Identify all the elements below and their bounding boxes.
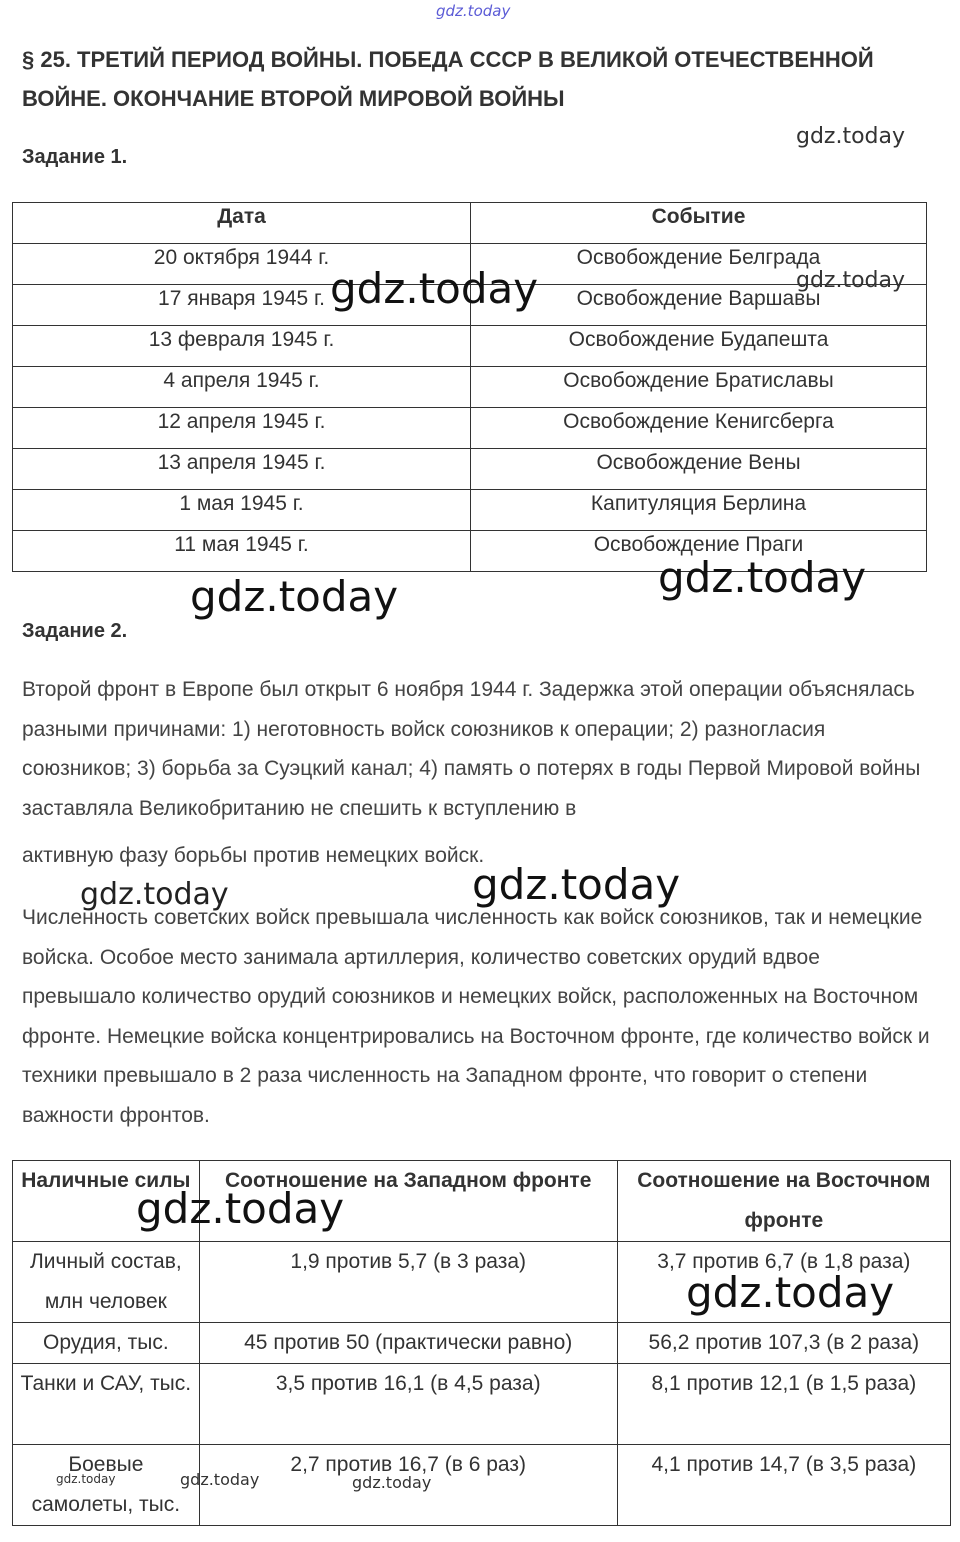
east-cell: 56,2 против 107,3 (в 2 раза) [617, 1323, 950, 1364]
watermark: gdz.today [796, 268, 906, 293]
event-cell: Освобождение Кенигсберга [471, 408, 927, 449]
watermark: gdz.today [330, 264, 539, 313]
column-header-date: Дата [13, 203, 471, 244]
paragraph-second-front [22, 670, 932, 876]
date-cell: 11 мая 1945 г. [13, 531, 471, 572]
watermark: gdz.today [136, 1184, 345, 1233]
event-cell: Освобождение Варшавы [471, 285, 927, 326]
watermark-top: gdz.today [436, 2, 511, 20]
table-row [13, 490, 927, 531]
watermark: gdz.today [190, 572, 399, 621]
paragraph-text: Второй фронт в Европе был открыт 6 ноября 1944 г. Задержка этой операции объяснялась разными причинами: 1) неготовность войск союзников к операции; 2) разногласия союзников; 3) борьба за Суэцкий канал; 4) память о потерях в годы Первой Мировой войны заставляла Великобританию не спешить к вступлению в [22, 678, 921, 820]
events-table [12, 202, 927, 572]
table-row [13, 1445, 951, 1526]
west-cell: 3,5 против 16,1 (в 4,5 раза) [199, 1364, 617, 1445]
forces-cell: Орудия, тыс. [13, 1323, 200, 1364]
date-cell: 13 февраля 1945 г. [13, 326, 471, 367]
date-cell: 20 октября 1944 г. [13, 244, 471, 285]
paragraph-text-last-line: активную фазу борьбы против немецких войск. [22, 844, 485, 868]
table-row [13, 1364, 951, 1445]
table-row [13, 367, 927, 408]
watermark: gdz.today [686, 1268, 895, 1317]
watermark: gdz.today [80, 877, 229, 912]
task-2-label: Задание 2. [22, 620, 128, 642]
table-header-row [13, 203, 927, 244]
forces-cell: Личный состав, млн человек [13, 1242, 200, 1323]
forces-cell: Танки и САУ, тыс. [13, 1364, 200, 1445]
east-cell: 3,7 против 6,7 (в 1,8 раза) [617, 1242, 950, 1323]
event-cell: Освобождение Вены [471, 449, 927, 490]
west-cell: 2,7 против 16,7 (в 6 раз) [199, 1445, 617, 1526]
table-row [13, 449, 927, 490]
task-1-label: Задание 1. [22, 146, 128, 168]
table-row [13, 326, 927, 367]
watermark: gdz.today [472, 860, 681, 909]
watermark: gdz.today [56, 1472, 116, 1486]
table-row [13, 408, 927, 449]
east-cell: 8,1 против 12,1 (в 1,5 раза) [617, 1364, 950, 1445]
paragraph-forces: Численность советских войск превышала численность как войск союзников, так и немецкие войска. Особое место занимала артиллерия, количество советских орудий вдвое превышало количество орудий союзников и немецких войск, расположенных на Восточном фронте. Немецкие войска концентрировались на Восточном фронте, где количество войск и техники превышало в 2 раза численность на Западном фронте, что говорит о степени важности фронтов. [22, 906, 930, 1127]
date-cell: 12 апреля 1945 г. [13, 408, 471, 449]
event-cell: Освобождение Братиславы [471, 367, 927, 408]
column-header-west: Соотношение на Западном фронте [199, 1161, 617, 1242]
forces-cell: Боевые самолеты, тыс. [13, 1445, 200, 1526]
table-row [13, 1323, 951, 1364]
event-cell: Освобождение Праги [471, 531, 927, 572]
event-cell: Освобождение Белграда [471, 244, 927, 285]
page-title: § 25. ТРЕТИЙ ПЕРИОД ВОЙНЫ. ПОБЕДА СССР В ВЕЛИКОЙ ОТЕЧЕСТВЕННОЙ ВОЙНЕ. ОКОНЧАНИЕ ВТОРОЙ МИРОВОЙ ВОЙНЫ [22, 47, 874, 111]
date-cell: 1 мая 1945 г. [13, 490, 471, 531]
west-cell: 45 против 50 (практически равно) [199, 1323, 617, 1364]
column-header-forces: Наличные силы [13, 1161, 200, 1242]
watermark: gdz.today [352, 1473, 432, 1492]
watermark: gdz.today [180, 1470, 260, 1489]
date-cell: 17 января 1945 г. [13, 285, 471, 326]
watermark: gdz.today [658, 553, 867, 602]
event-cell: Капитуляция Берлина [471, 490, 927, 531]
column-header-east: Соотношение на Восточном фронте [617, 1161, 950, 1242]
west-cell: 1,9 против 5,7 (в 3 раза) [199, 1242, 617, 1323]
date-cell: 4 апреля 1945 г. [13, 367, 471, 408]
date-cell: 13 апреля 1945 г. [13, 449, 471, 490]
event-cell: Освобождение Будапешта [471, 326, 927, 367]
east-cell: 4,1 против 14,7 (в 3,5 раза) [617, 1445, 950, 1526]
column-header-event: Событие [471, 203, 927, 244]
watermark: gdz.today [796, 124, 906, 149]
